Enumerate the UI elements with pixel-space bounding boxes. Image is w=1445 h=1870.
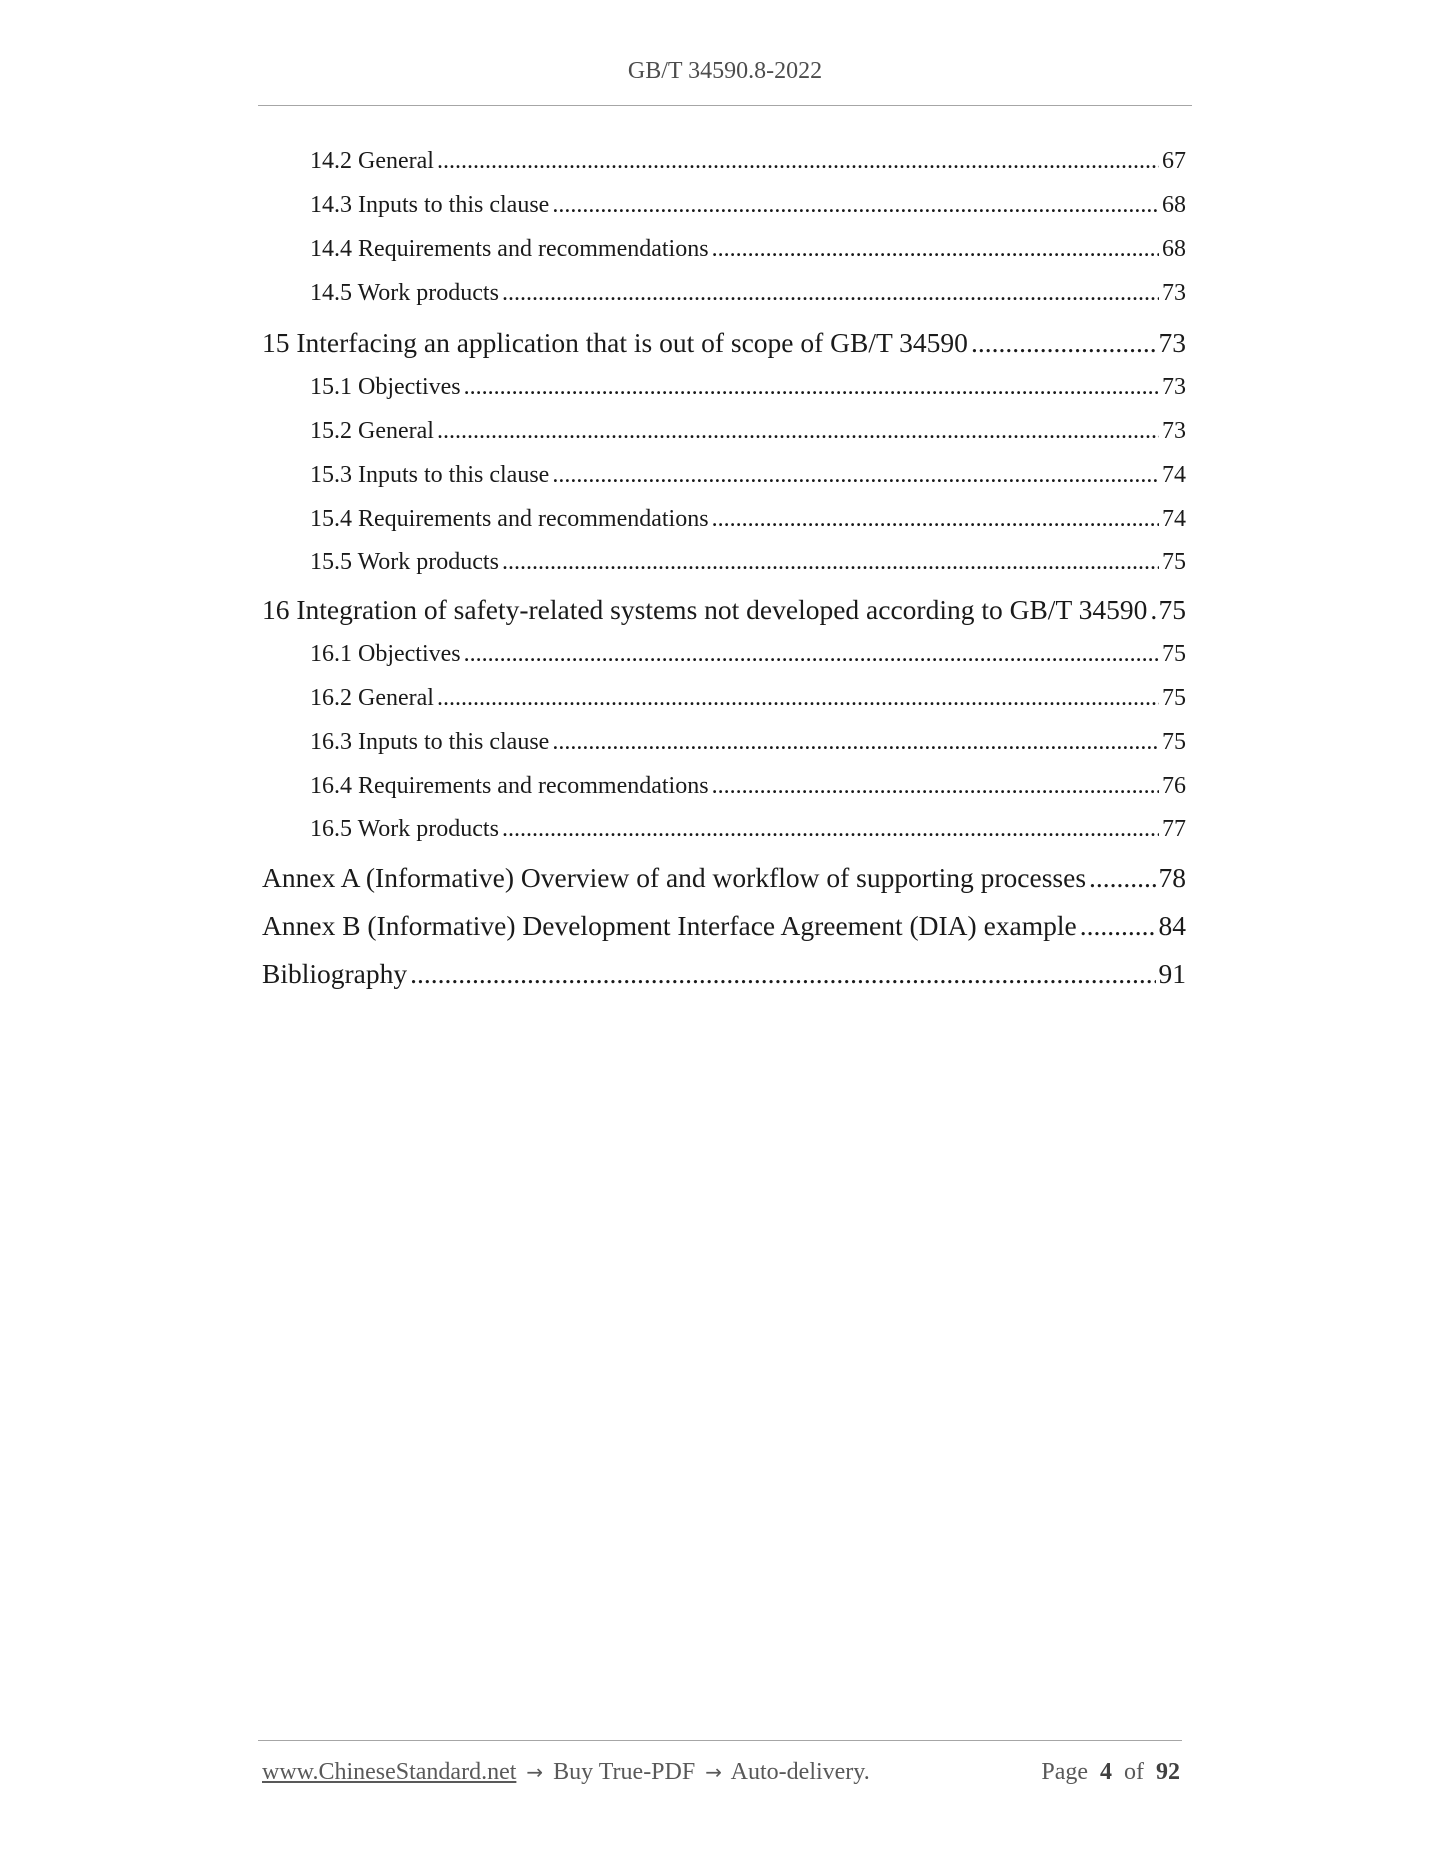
- right-arrow-icon: →: [705, 1760, 722, 1784]
- dot-leader: [971, 327, 1156, 359]
- toc-entry-page: 73: [1162, 374, 1186, 400]
- toc-entry-title: 15.1 Objectives: [310, 374, 461, 400]
- dot-leader: [502, 549, 1159, 576]
- toc-entry-page: 75: [1162, 641, 1186, 667]
- of-word: of: [1124, 1759, 1144, 1785]
- right-arrow-icon: →: [526, 1760, 544, 1784]
- toc-entry-16-3[interactable]: [310, 729, 1186, 759]
- toc-entry-16-5[interactable]: [310, 816, 1186, 846]
- toc-entry-page: 73: [1158, 327, 1186, 358]
- total-pages-number: 92: [1156, 1759, 1180, 1785]
- toc-entry-page: 78: [1158, 862, 1186, 893]
- dot-leader: [712, 506, 1159, 533]
- toc-entry-title: 15 Interfacing an application that is out of scope of GB/T 34590: [262, 327, 968, 358]
- buy-pdf-text: Buy True-PDF: [553, 1759, 696, 1785]
- toc-entry-title: 16.3 Inputs to this clause: [310, 729, 550, 755]
- auto-delivery-text: Auto-delivery.: [730, 1759, 870, 1785]
- toc-entry-page: 84: [1158, 910, 1186, 941]
- toc-entry-16-4[interactable]: [310, 773, 1186, 803]
- toc-entry-page: 91: [1158, 958, 1186, 989]
- toc-entry-14-2[interactable]: [310, 148, 1186, 178]
- toc-entry-15-3[interactable]: [310, 462, 1186, 492]
- dot-leader: [437, 685, 1159, 712]
- toc-entry-title: 14.3 Inputs to this clause: [310, 192, 550, 218]
- toc-entry-14-5[interactable]: [310, 280, 1186, 310]
- toc-entry-title: 16.1 Objectives: [310, 641, 461, 667]
- toc-entry-page: 75: [1162, 685, 1186, 711]
- toc-entry-page: 68: [1162, 192, 1186, 218]
- toc-entry-16-2[interactable]: [310, 685, 1186, 715]
- toc-entry-15-1[interactable]: [310, 374, 1186, 404]
- toc-entry-14-4[interactable]: [310, 236, 1186, 266]
- toc-entry-title: 15.4 Requirements and recommendations: [310, 506, 709, 532]
- dot-leader: [1150, 594, 1155, 626]
- toc-entry-16[interactable]: [262, 594, 1186, 628]
- toc-entry-title: 16.5 Work products: [310, 816, 499, 842]
- toc-entry-page: 76: [1162, 773, 1186, 799]
- dot-leader: [502, 816, 1159, 843]
- toc-entry-page: 75: [1162, 729, 1186, 755]
- dot-leader: [410, 958, 1155, 990]
- page-footer: [262, 1759, 1180, 1786]
- toc-entry-title: 14.5 Work products: [310, 280, 499, 306]
- footer-promo: [262, 1759, 870, 1786]
- dot-leader: [552, 462, 1159, 489]
- toc-entry-title: 15.3 Inputs to this clause: [310, 462, 550, 488]
- toc-entry-page: 75: [1158, 594, 1186, 625]
- toc-entry-annex-a[interactable]: [262, 862, 1186, 896]
- toc-entry-title: Annex A (Informative) Overview of and workflow of supporting processes: [262, 862, 1087, 893]
- toc-entry-15[interactable]: [262, 327, 1186, 361]
- dot-leader: [437, 148, 1159, 175]
- toc-entry-page: 74: [1162, 462, 1186, 488]
- site-link[interactable]: www.ChineseStandard.net: [262, 1759, 517, 1785]
- running-header: GB/T 34590.8-2022: [627, 58, 823, 84]
- toc-entry-title: 14.2 General: [310, 148, 434, 174]
- toc-entry-title: 16 Integration of safety-related systems not developed according to GB/T 34590: [262, 594, 1148, 625]
- toc-entry-16-1[interactable]: [310, 641, 1186, 671]
- dot-leader: [464, 641, 1159, 668]
- footer-divider: [258, 1740, 1182, 1741]
- dot-leader: [1080, 910, 1156, 942]
- toc-entry-page: 67: [1162, 148, 1186, 174]
- toc-entry-14-3[interactable]: [310, 192, 1186, 222]
- header-divider: [258, 105, 1192, 106]
- dot-leader: [712, 236, 1159, 263]
- toc-entry-title: 15.5 Work products: [310, 549, 499, 575]
- dot-leader: [1089, 862, 1155, 894]
- dot-leader: [437, 418, 1159, 445]
- toc-entry-title: 14.4 Requirements and recommendations: [310, 236, 709, 262]
- toc-entry-15-5[interactable]: [310, 549, 1186, 579]
- dot-leader: [464, 374, 1159, 401]
- toc-entry-page: 73: [1162, 280, 1186, 306]
- toc-entry-page: 75: [1162, 549, 1186, 575]
- dot-leader: [552, 192, 1159, 219]
- toc-entry-page: 74: [1162, 506, 1186, 532]
- toc-entry-15-4[interactable]: [310, 506, 1186, 536]
- toc-entry-annex-b[interactable]: [262, 910, 1186, 944]
- dot-leader: [712, 773, 1159, 800]
- page-indicator: [1041, 1759, 1180, 1786]
- toc-entry-title: Bibliography: [262, 958, 408, 989]
- toc-entry-page: 73: [1162, 418, 1186, 444]
- page-word: Page: [1041, 1759, 1088, 1785]
- toc-entry-15-2[interactable]: [310, 418, 1186, 448]
- toc-entry-bibliography[interactable]: [262, 958, 1186, 992]
- toc-entry-page: 68: [1162, 236, 1186, 262]
- toc-entry-title: Annex B (Informative) Development Interface Agreement (DIA) example: [262, 910, 1077, 941]
- dot-leader: [502, 280, 1159, 307]
- toc-entry-title: 16.4 Requirements and recommendations: [310, 773, 709, 799]
- toc-entry-page: 77: [1162, 816, 1186, 842]
- toc-entry-title: 15.2 General: [310, 418, 434, 444]
- dot-leader: [552, 729, 1159, 756]
- current-page-number: 4: [1100, 1759, 1112, 1785]
- toc-entry-title: 16.2 General: [310, 685, 434, 711]
